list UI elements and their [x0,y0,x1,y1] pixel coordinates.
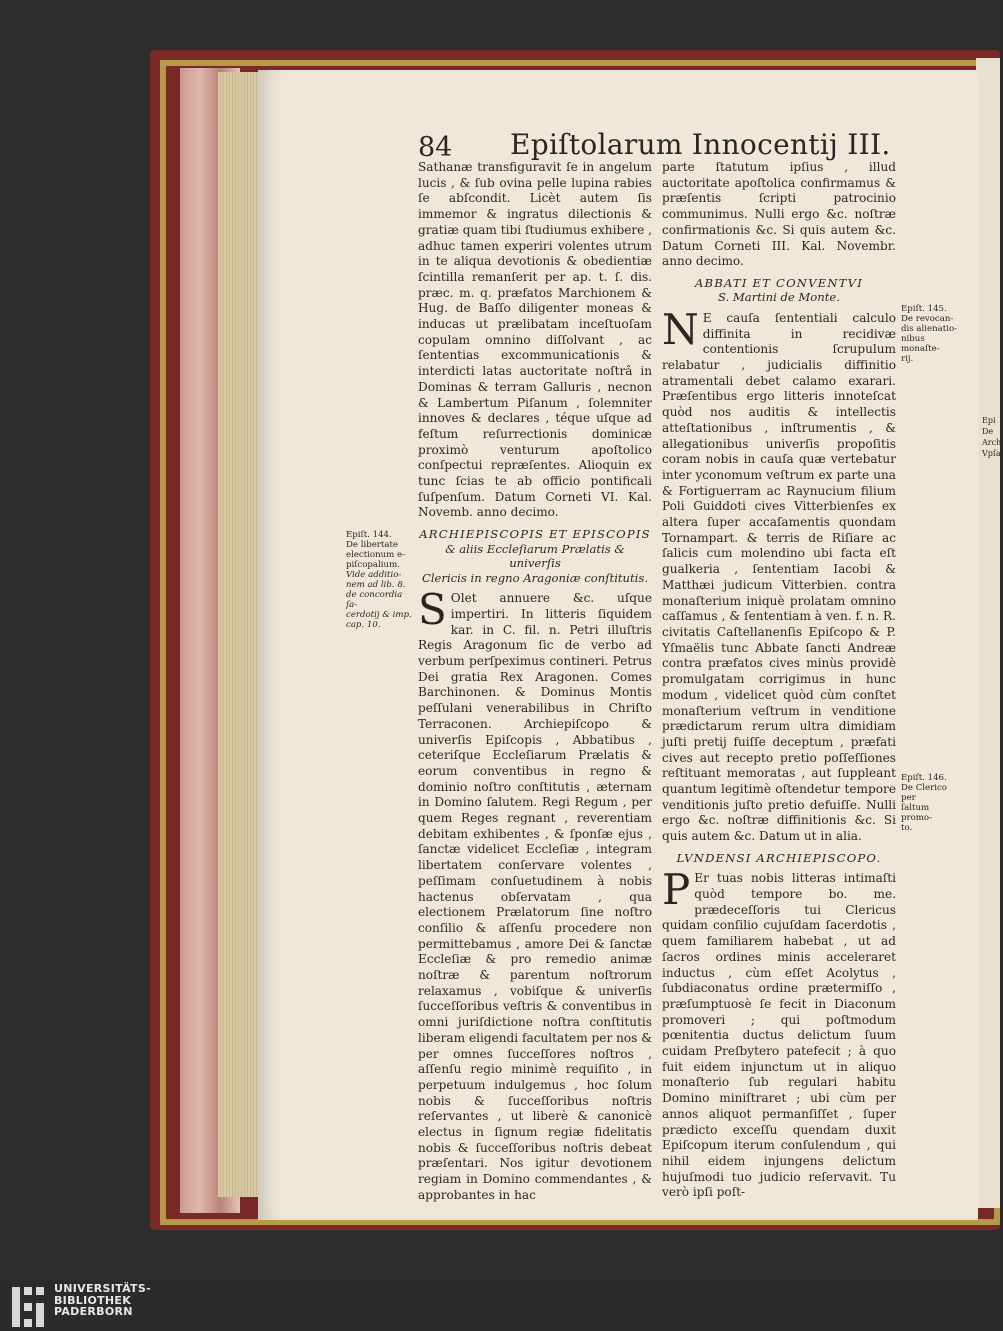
left-heading-line-2: & aliis Eccleſiarum Prælatis & univerſis [445,541,625,571]
right-heading-1-line-1: ABBATI ET CONVENTVI [694,275,864,290]
running-head: Epiſtolarum Innocentij III. [510,128,891,161]
facing-page-fragment: Epi De Arch Vpſal [982,416,1003,458]
margin-note-right-1: Epiſt. 145. De revocan- dis alienatio- nibus monaſte- rij. [901,304,958,364]
left-column [418,160,652,1204]
right-paragraph-2 [662,304,896,845]
right-paragraph-1: parte ſtatutum ipſius , illud auctoritate apoſtolica confirmamus & præſentis ſcripti patrocinio communimus. Nulli ergo &c. noſtræ confirmationis &c. Si quis autem &c. Datum Corneti III. Kal. Novembr. anno decimo. [662,160,896,269]
left-heading-line-1: ARCHIEPISCOPIS ET EPISCOPIS [419,527,651,542]
right-heading-2 [662,851,896,866]
right-heading-1 [662,276,896,305]
margin-note-left: Epiſt. 144. De libertate electionum e- piſcopalium. Vide additio- nem ad lib. 8. de concordia ſa- cerdotij & imp. cap. 10. [346,530,412,630]
right-heading-1-line-2: S. Martini de Monte. [718,290,840,305]
right-paragraph-3-text: Er tuas nobis litteras intimaſti quòd tempore bo. me. prædeceſſoris tui Clericus quidam conſilio cujuſdam ſacerdotis , quem familiarem habebat , ut ad ſacros ordines minis acceleraret inductus , cùm eſſet Acolytus , ſubdiaconatus ordine prætermiſſo , præſumptuosè ſe fecit in Diaconum promoveri ; qui poſtmodum pœnitentia ductus delictum ſuum cuidam Preſbytero patefecit ; à quo fuit eidem injunctum ut in aliquo monaſterio ſub regulari habitu Domino miniſtraret ; ubi cùm per annos aliquot permanſiſſet , ſuper prædicto exceſſu quendam duxit Epiſcopum iterum conſulendum , qui nihil eidem injungens delictum hujuſmodi tuo judicio reſervavit. Tu verò ipſi poſt- [662,871,896,1200]
left-paragraph-2-text: Olet annuere &c. uſque impertiri. In litteris ſiquidem kar. in C. fil. n. Petri illuſtris Regis Aragonum ſic de verbo ad verbum perſpeximus contineri. Petrus Dei gratia Rex Aragonen. Comes Barchinonen. & Dominus Montis peſſulani venerabilibus in Chriſto Terraconen. Archiepiſcopo & univerſis Epiſcopis , Abbatibus , ceteriſque Eccleſiarum Prælatis & eorum conventibus in regno & dominio noſtro conſtitutis , æternam in Domino ſalutem. Regi Regum , per quem Reges regnant , reverentiam debitam exhibentes , & ſponſæ ejus , ſanctæ videlicet Eccleſiæ , integram libertatem conſervare volentes , peſſimam conſuetudinem à nobis hactenus obſervatam , qua electionem Prælatorum ſine noſtro conſilio & aſſenſu procedere non permittebamus , amore Dei & ſanctæ Eccleſiæ & pro remedio animæ noſtræ & parentum noſtrorum relaxamus , vobiſque & univerſis ſucceſſoribus veſtris & conventibus in omni juriſdictione noſtra conſtitutis liberam eligendi facultatem per nos & per omnes ſucceſſores noſtros , aſſenſu regio minimè requiſito , in perpetuum indulgemus , hoc ſolum nobis & ſucceſſoribus noſtris reſervantes , ut liberè & canonicè electus in ſignum regiæ fidelitatis nobis & ſucceſſoribus noſtris debeat præſentari. Nos igitur devotionem regiam in Domino commendantes , & approbantes in hac [418,591,652,1202]
left-paragraph-2 [418,585,652,1203]
left-paragraph-1: Sathanæ transfiguravit ſe in angelum lucis , & ſub ovina pelle lupina rabies ſe abſcondit. Licèt autem ſis immemor & ingratus dilectionis & gratiæ quam tibi ſtudiumus exhibere , adhuc tamen experiri volentes utrum in te aliqua devotionis & obedientiæ ſcintilla remanſerit per ap. t. ſ. dis. præc. m. q. præfatos Marchionem & Hug. de Baſſo diligenter moneas & inducas ut prælibatam inceſtuoſam copulam omnino diſſolvant , ac ſententias excommunicationis & interdicti latas auctoritate noſtrâ in Dominas & terram Galluris , necnon & Lambertum Piſanum , ſolemniter innoves & declares , téque uſque ad feſtum reſurrectionis dominicæ proximò venturum apoſtolico conſpectui repræſentes. Alioquin ex tunc ſcias te ab officio pontificali ſuſpenſum. Datum Corneti VI. Kal. Novemb. anno decimo. [418,160,652,520]
left-heading-line-3: Clericis in regno Aragoniæ conſtitutis. [421,570,649,585]
library-name: UNIVERSITÄTS- BIBLIOTHEK PADERBORN [54,1282,151,1318]
page-edges [218,72,262,1197]
library-logo-icon [12,1287,44,1327]
left-heading [418,527,652,585]
drop-cap: P [662,865,691,915]
right-heading-2-line: LVNDENSI ARCHIEPISCOPO. [676,850,882,865]
right-paragraph-3 [662,865,896,1201]
drop-cap: S [418,585,447,635]
footer-bar [0,1281,1000,1331]
margin-note-right-2: Epiſt. 146. De Clerico per ſaltum promo- to. [901,773,947,833]
page-number: 84 [418,132,453,163]
right-paragraph-2-text: E cauſa ſententiali calculo diffinita in recidivæ contentionis ſcrupulum relabatur , judicialis diffinitio atramentali debet calamo exarari. Præſentibus ergo litteris innoteſcat quòd nos auditis & intellectis atteſtationibus , inſtrumentis , & allegationibus univerſis propoſitis coram nobis in cauſa quæ vertebatur inter yconomum veſtrum ex parte una & Fortiguerram ac Raynucium filium Poli Guiddoti cives Vitterbienſes ex altera ſuper accaſamentis quondam Tornampart. & terris de Riſiare ac ſalicis cum molendino ubi facta eſt gualkeria , ſententiam Iacobi & Matthæi judicum Vitterbien. contra monaſterium iniquè prolatam omnino caſſamus , & ſententiam à ven. f. n. R. civitatis Caſtellanenſis Epiſcopo & P. Yſmaëlis tunc Abbate ſancti Andreæ contra præfatos cives minùs providè promulgatam corrigimus in hunc modum , videlicet quòd cùm conſtet monaſterium veſtrum in venditione prædictarum rerum ultra dimidiam juſti pretij fuiſſe deceptum , præfati cives aut recepto pretio poſſeſſiones reſtituant memoratas , aut ſuppleant quantum legitimè oſtendetur tempore venditionis juſto pretio defuiſſe. Nulli ergo &c. noſtræ diffinitionis &c. Si quis autem &c. Datum ut in alia. [662,310,896,844]
right-column [662,160,896,1201]
drop-cap: N [662,304,699,354]
facing-page [976,58,1000,1208]
